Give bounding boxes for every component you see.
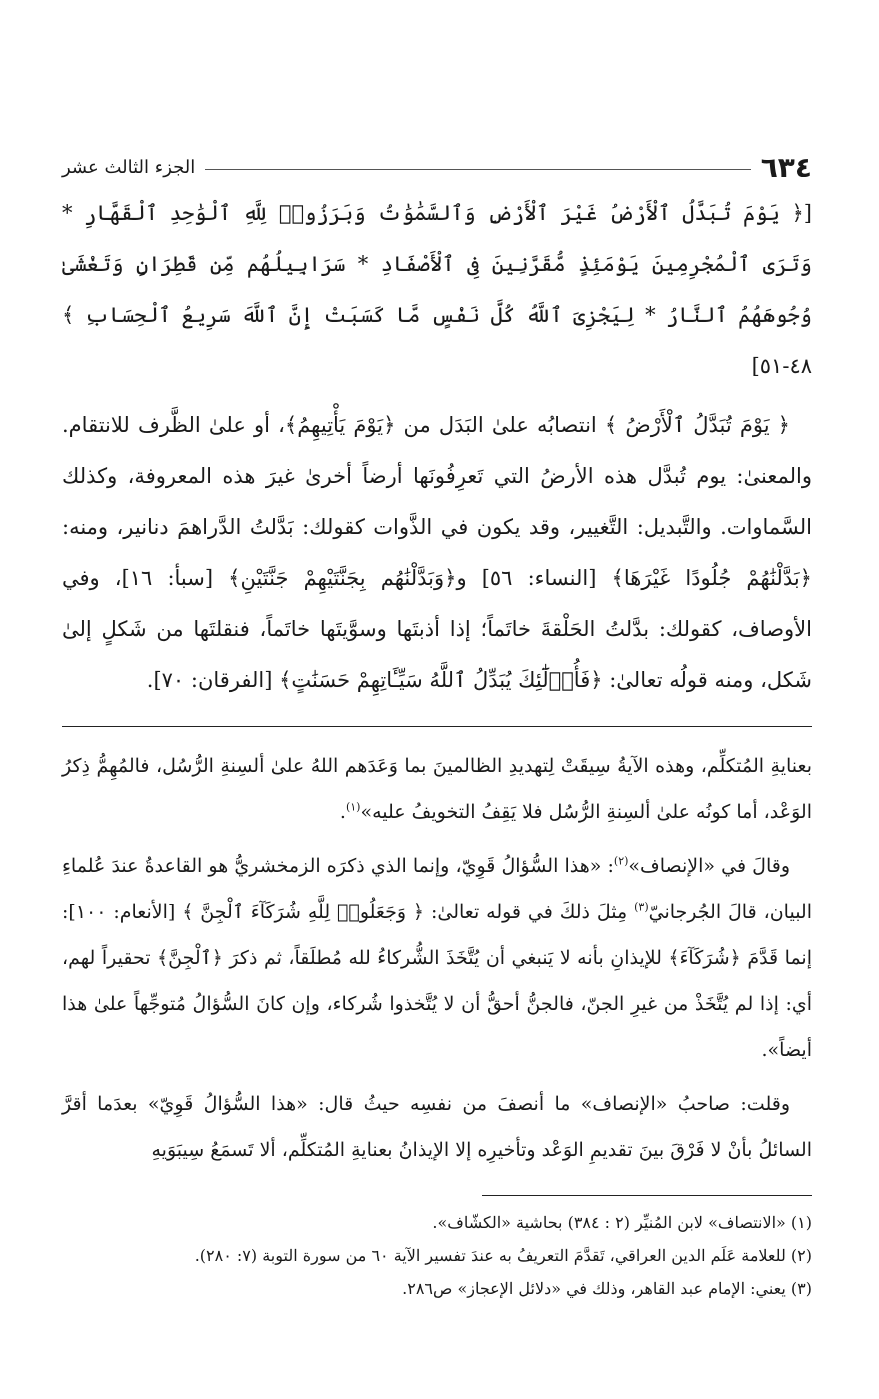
footnote-1: (١) «الانتصاف» لابن المُنيِّر (٢ : ٣٨٤) بحاشية «الكشّاف». — [432, 1213, 812, 1232]
quran-verse-block — [62, 188, 812, 392]
tafsir-block — [62, 400, 812, 706]
tafsir-paragraph: ﴿ يَوْمَ تُبَدَّلُ ٱلْأَرْضُ ﴾ انتصابُه علىٰ البَدَل من ﴿يَوْمَ يَأْتِيهِمُ﴾، أو علىٰ الظَّرف للانتقام. والمعنىٰ: يوم تُبدَّل هذه الأرضُ التي تَعرِفُونَها أرضاً أخرىٰ غيرَ هذه المعروفة، وكذلك السَّماوات. والتَّبديل: التَّغيير، وقد يكون في الذَّوات كقولك: بَدَّلتُ الدَّراهمَ دنانير، ومنه: ﴿بَدَّلْنَٰهُمْ جُلُودًا غَيْرَهَا﴾ [النساء: ٥٦] و﴿وَبَدَّلْنَٰهُم بِجَنَّتَيْهِمْ جَنَّتَيْنِ﴾ [سبأ: ١٦]، وفي الأوصاف، كقولك: بدَّلتُ الحَلْقةَ خاتَماً؛ إذا أذبتَها وسوَّيتَها خاتَماً، فنقلتَها من شَكلٍ إلىٰ شَكل، ومنه قولُه تعالىٰ: ﴿فَأُو۟لَٰٓئِكَ يُبَدِّلُ ٱللَّهُ سَيِّـَٔاتِهِمْ حَسَنَٰتٍ﴾ [الفرقان: ٧٠]. — [62, 413, 812, 692]
footnotes — [62, 1206, 812, 1305]
footnote-ref-2: (٢) — [613, 854, 629, 868]
hashiya-paragraph-1 — [62, 743, 812, 835]
hashiya-block — [62, 743, 812, 1173]
hashiya-paragraph-2 — [62, 843, 812, 1073]
hashiya-paragraph-2-c: مِثلَ ذلكَ في قوله تعالىٰ: ﴿ وَجَعَلُوا۟ لِلَّهِ شُرَكَآءَ ٱلْجِنَّ ﴾ [الأنعام: ١٠٠]: إنما قَدَّمَ ﴿شُرَكَآءَ﴾ للإيذانِ بأنه لا يَنبغي أن يُتَّخَذَ الشُّركاءُ لله مُطلَقاً، ثم ذكرَ ﴿ٱلْجِنَّ﴾ تحقيراً لهم، أي: إذا لم يُتَّخَذْ من غيرِ الجنّ، فالجنُّ أحقُّ أن لا يُتَّخذوا شُركاء، وإن كانَ السُّؤالُ مُتوجِّهاً علىٰ هذا أيضاً». — [62, 901, 812, 1061]
hashiya-paragraph-2-a: وقالَ في «الإنصاف» — [628, 855, 790, 877]
footnote-2: (٢) للعلامة عَلَم الدين العراقي، تَقدَّمَ التعريفُ به عندَ تفسير الآية ٦٠ من سورة التوبة (٧: ٢٨٠). — [194, 1246, 812, 1265]
quran-verse: [﴿ يَوْمَ تُبَدَّلُ ٱلْأَرْضُ غَيْرَ ٱلْأَرْضِ وَٱلسَّمَٰوَٰتُ وَبَرَزُوا۟ لِلَّهِ ٱلْوَٰحِدِ ٱلْقَهَّارِ * وَتَرَى ٱلْمُجْرِمِينَ يَوْمَئِذٍ مُّقَرَّنِينَ فِى ٱلْأَصْفَادِ * سَرَابِيلُهُم مِّن قَطِرَانٍ وَتَغْشَىٰ وُجُوهَهُمُ ٱلنَّارُ * لِيَجْزِىَ ٱللَّهُ كُلَّ نَفْسٍ مَّا كَسَبَتْ إِنَّ ٱللَّهَ سَرِيعُ ٱلْحِسَابِ ﴾ ٤٨-٥١] — [62, 201, 812, 378]
footnote-ref-1: (١) — [345, 800, 361, 814]
hashiya-paragraph-3: وقلت: صاحبُ «الإنصاف» ما أنصفَ من نفسِه حيثُ قال: «هذا السُّؤالُ قَوِيّ» بعدَما أقرَّ السائلُ بأنْ لا فَرْقَ بينَ تقديمِ الوَعْد وتأخيرِه إلا الإيذانُ بعنايةِ المُتكلِّم، ألا تَسمَعُ سِيبَوَيهِ — [62, 1093, 812, 1161]
hashiya-separator — [62, 726, 812, 727]
running-title: الجزء الثالث عشر — [62, 157, 205, 178]
hashiya-paragraph-2-b: : «هذا السُّؤالُ قَوِيّ، وإنما الذي ذكرَه الزمخشريُّ هو القاعدةُ عندَ عُلماءِ البيان، قالَ الجُرجانيّ — [62, 855, 812, 923]
footnote-3: (٣) يعني: الإمام عبد القاهر، وذلك في «دلائل الإعجاز» ص٢٨٦. — [402, 1279, 812, 1298]
footnote-separator — [482, 1195, 812, 1196]
footnote-ref-3: (٣) — [634, 900, 649, 914]
page-number: ٦٣٤ — [751, 151, 812, 184]
hashiya-paragraph-1-text: بعنايةِ المُتكلِّم، وهذه الآيةُ سِيقَتْ لِتهديدِ الظالمينَ بما وَعَدَهم اللهُ علىٰ ألسِنةِ الرُّسُل، فالمُهِمُّ ذِكرُ الوَعْد، أما كونُه علىٰ ألسِنةِ الرُّسُل فلا يَقِفُ التخويفُ عليه» — [62, 755, 812, 823]
hashiya-paragraph-1-end: . — [339, 801, 346, 823]
page-header — [62, 125, 812, 184]
book-page — [62, 125, 812, 1305]
